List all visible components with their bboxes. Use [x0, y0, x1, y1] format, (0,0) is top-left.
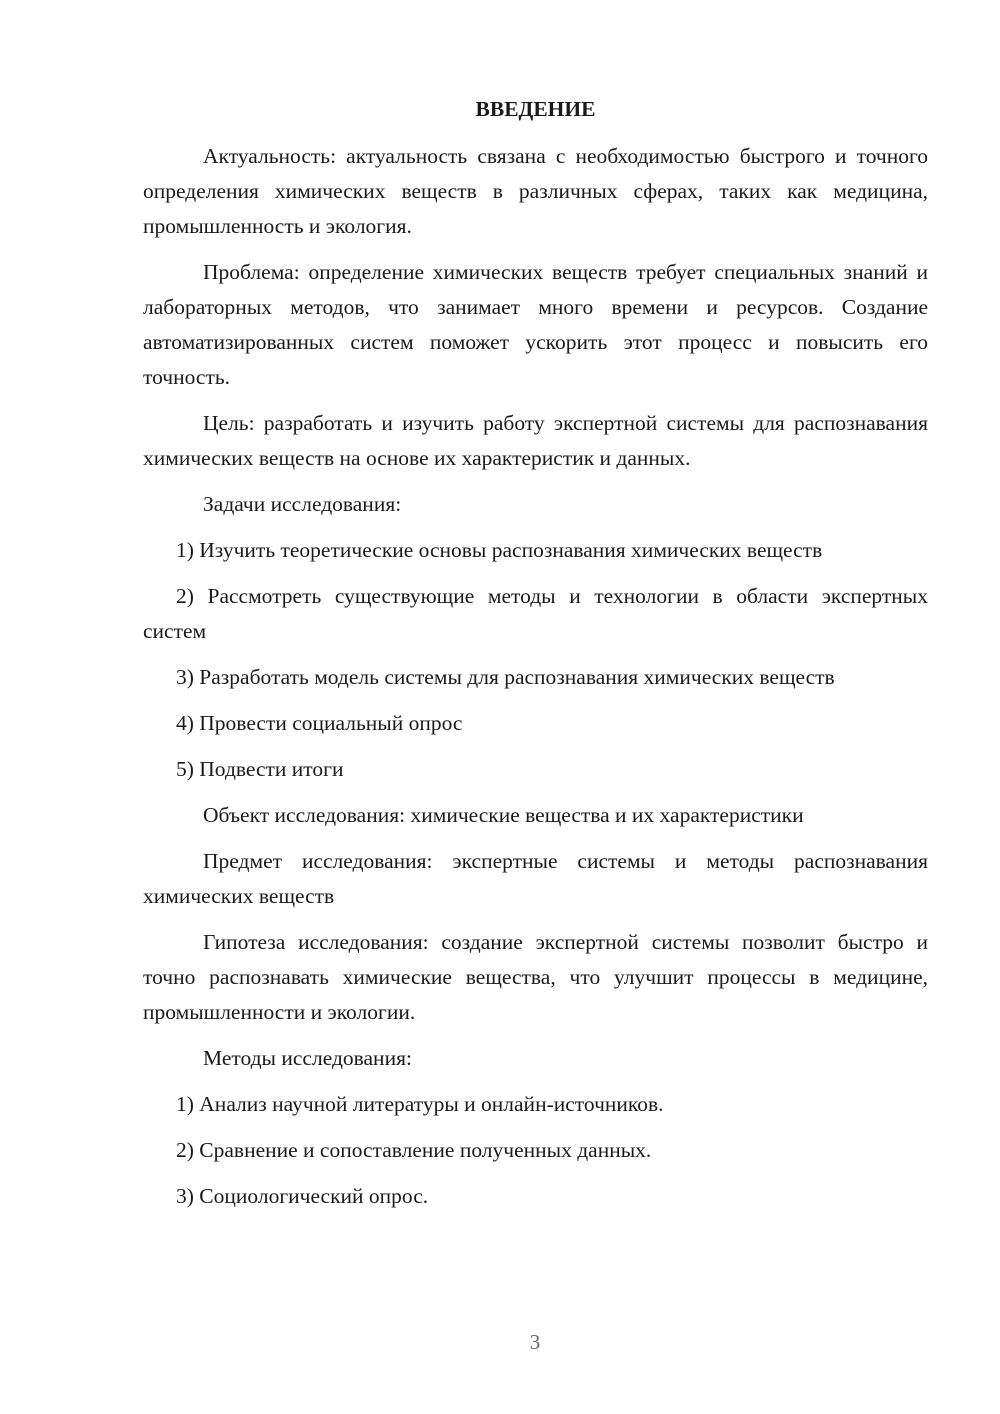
- object-paragraph: Объект исследования: химические вещества и их характеристики: [203, 803, 804, 827]
- subject-paragraph: Предмет исследования: экспертные системы и методы распознавания химических веществ: [143, 849, 928, 908]
- document-page: [143, 92, 928, 1225]
- task-item: 2) Рассмотреть существующие методы и технологии в области экспертных систем: [143, 584, 928, 643]
- problem-paragraph: Проблема: определение химических веществ требует специальных знаний и лабораторных методов, что занимает много времени и ресурсов. Создание автоматизированных систем поможет ускорить этот процесс и повысить его точность.: [143, 260, 928, 389]
- method-item: 3) Социологический опрос.: [176, 1184, 429, 1208]
- method-item: 2) Сравнение и сопоставление полученных данных.: [176, 1138, 652, 1162]
- method-item: 1) Анализ научной литературы и онлайн-источников.: [176, 1092, 664, 1116]
- tasks-title: Задачи исследования:: [203, 492, 402, 516]
- task-item: 1) Изучить теоретические основы распознавания химических веществ: [176, 538, 823, 562]
- task-item: 3) Разработать модель системы для распознавания химических веществ: [176, 665, 835, 689]
- task-item: 5) Подвести итоги: [176, 757, 344, 781]
- relevance-paragraph: Актуальность: актуальность связана с необходимостью быстрого и точного определения химических веществ в различных сферах, таких как медицина, промышленность и экология.: [143, 144, 928, 238]
- task-item: 4) Провести социальный опрос: [176, 711, 463, 735]
- goal-paragraph: Цель: разработать и изучить работу экспертной системы для распознавания химических веществ на основе их характеристик и данных.: [143, 411, 928, 470]
- page-number: 3: [529, 1330, 541, 1354]
- section-heading: ВВЕДЕНИЕ: [475, 97, 596, 121]
- methods-title: Методы исследования:: [203, 1046, 412, 1070]
- hypothesis-paragraph: Гипотеза исследования: создание экспертной системы позволит быстро и точно распознавать химические вещества, что улучшит процессы в медицине, промышленности и экологии.: [143, 930, 928, 1024]
